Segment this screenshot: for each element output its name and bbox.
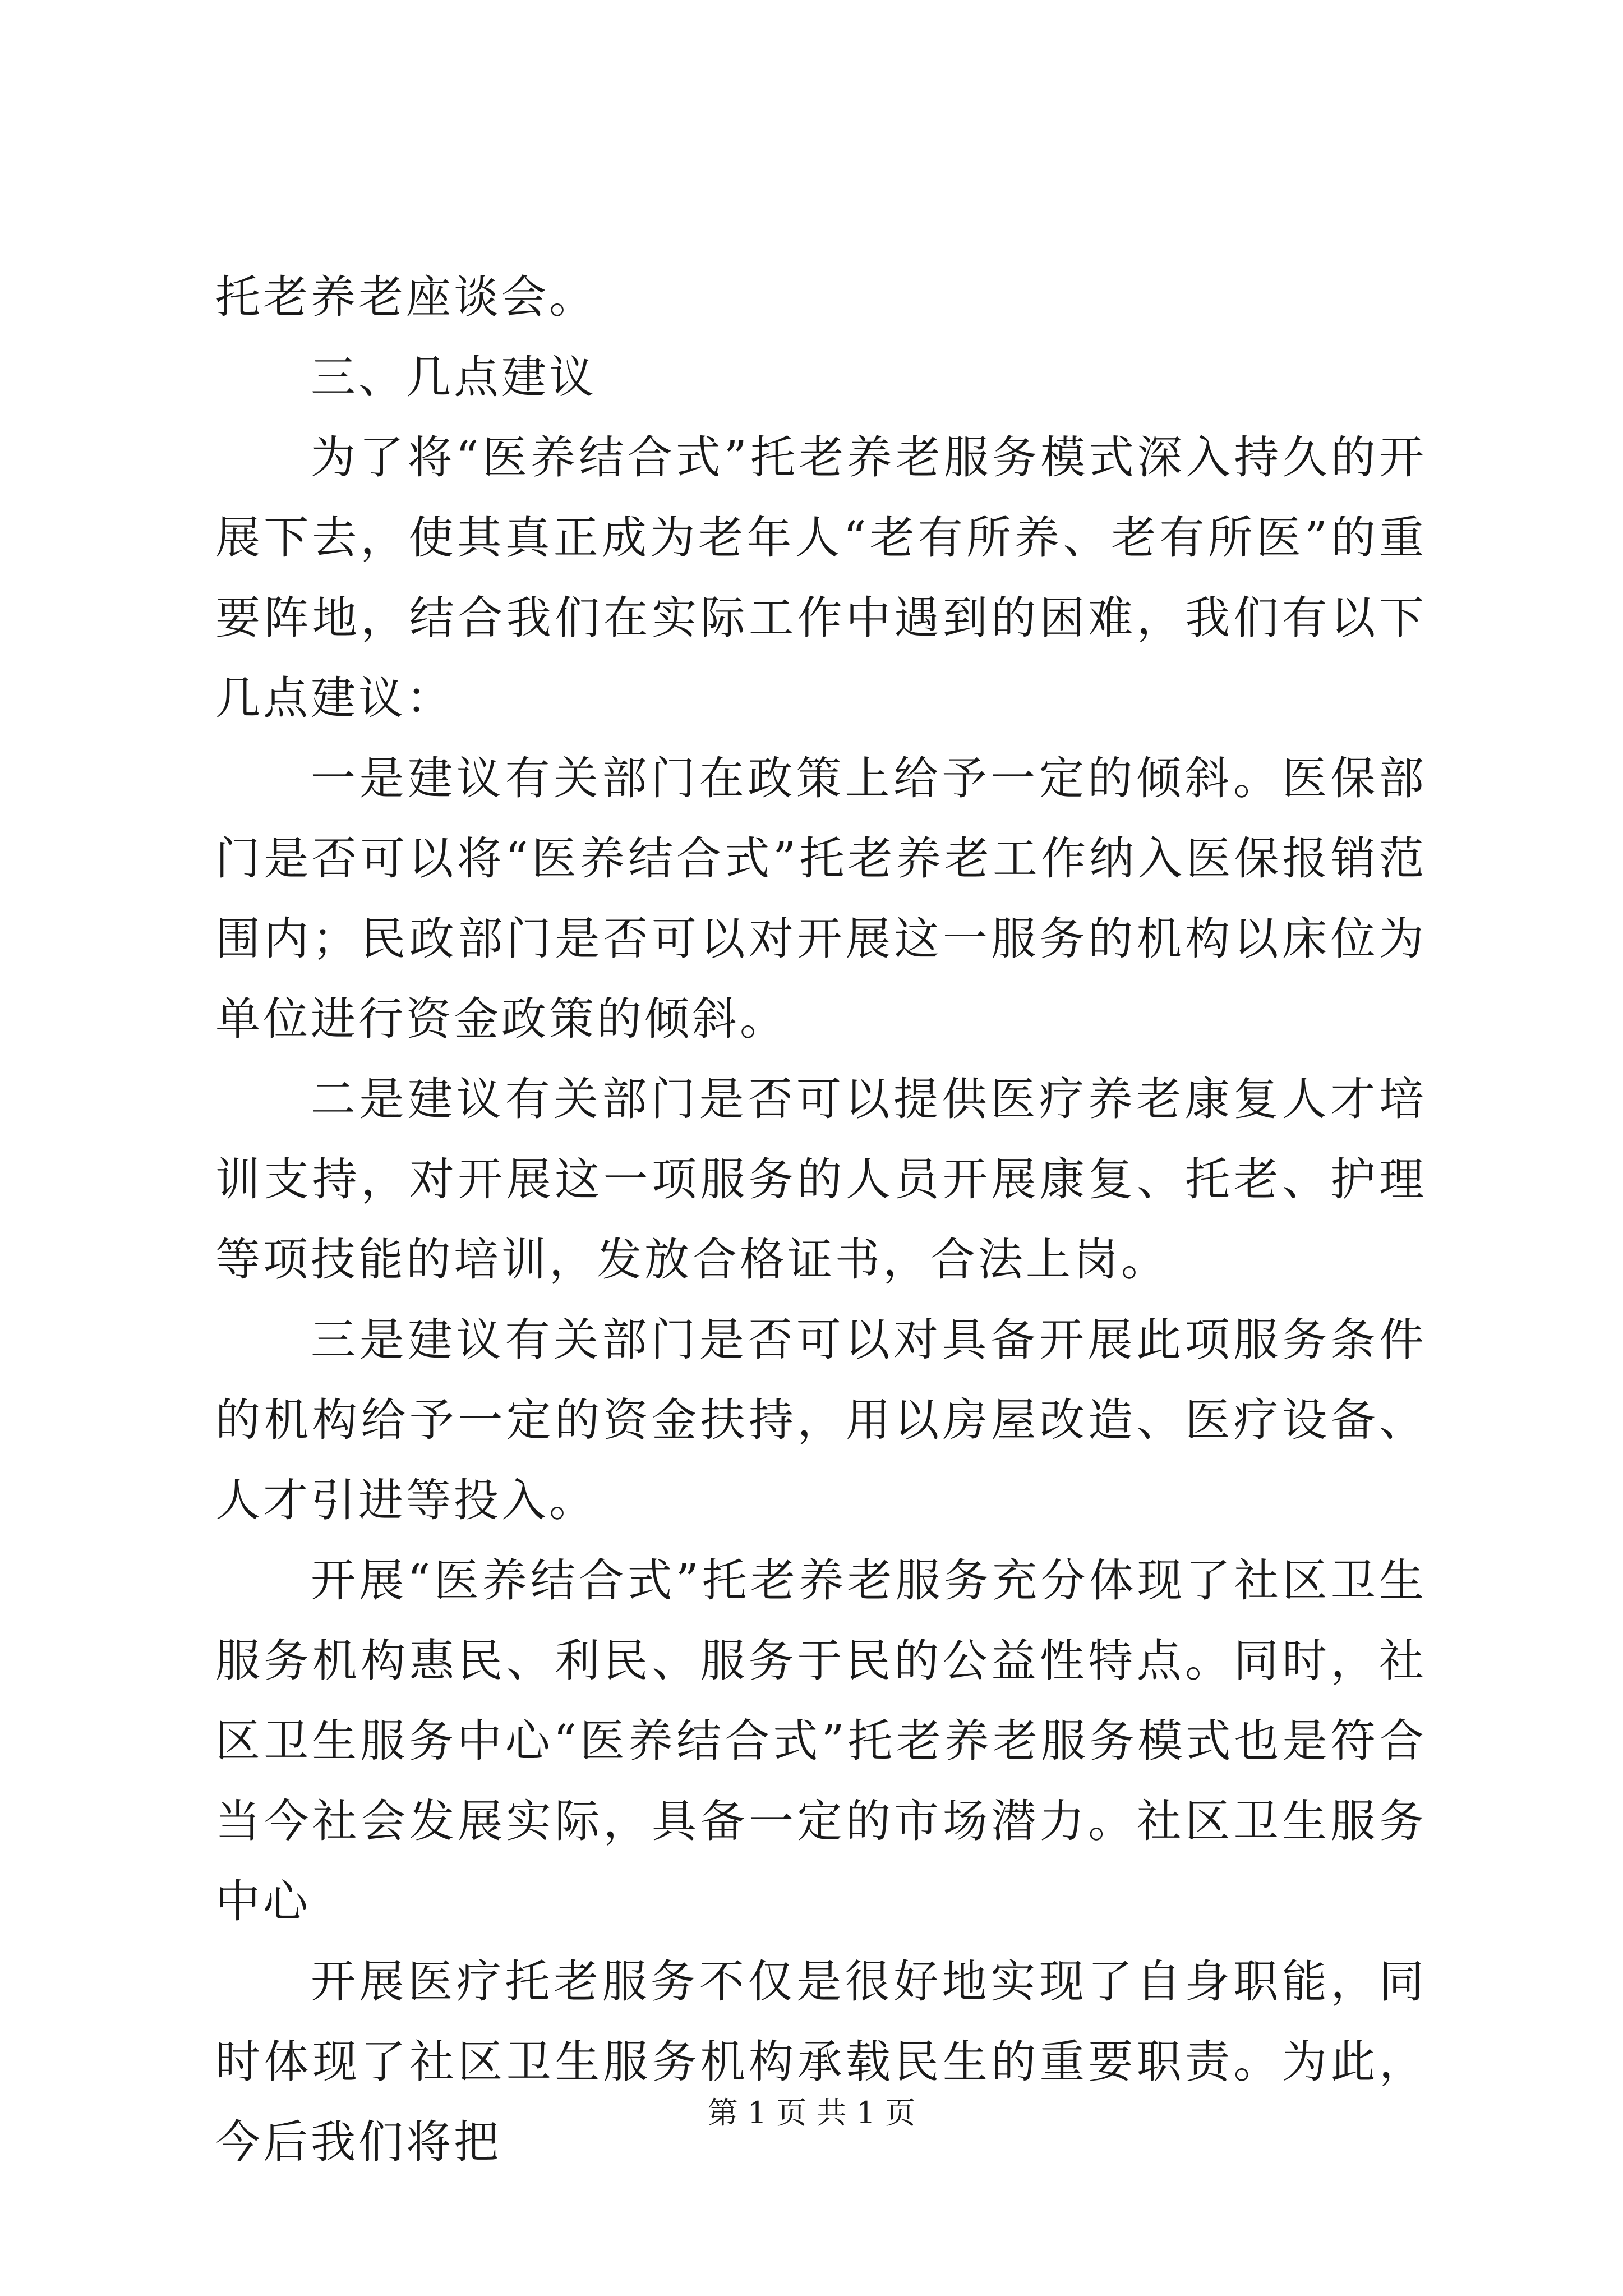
document-body	[215, 257, 1427, 2182]
paragraph: 开展“医养结合式”托老养老服务充分体现了社区卫生服务机构惠民、利民、服务于民的公益性特点。同时，社区卫生服务中心“医养结合式”托老养老服务模式也是符合当今社会发展实际，具备一定的市场潜力。社区卫生服务中心	[215, 1554, 1427, 1927]
paragraph: 二是建议有关部门是否可以提供医疗养老康复人才培训支持，对开展这一项服务的人员开展康复、托老、护理等项技能的培训，发放合格证书，合法上岗。	[215, 1073, 1427, 1286]
paragraph: 为了将“医养结合式”托老养老服务模式深入持久的开展下去，使其真正成为老年人“老有所养、老有所医”的重要阵地，结合我们在实际工作中遇到的困难，我们有以下几点建议：	[215, 431, 1427, 724]
section-heading: 三、几点建议	[311, 351, 597, 403]
paragraph: 托老养老座谈会。	[215, 271, 597, 323]
paragraph: 一是建议有关部门在政策上给予一定的倾斜。医保部门是否可以将“医养结合式”托老养老工作纳入医保报销范围内；民政部门是否可以对开展这一服务的机构以床位为单位进行资金政策的倾斜。	[215, 752, 1427, 1045]
paragraph: 开展医疗托老服务不仅是很好地实现了自身职能，同时体现了社区卫生服务机构承载民生的重要职责。为此，今后我们将把	[215, 1955, 1427, 2168]
page-number: 第 1 页 共 1 页	[707, 2095, 916, 2131]
paragraph: 三是建议有关部门是否可以对具备开展此项服务条件的机构给予一定的资金扶持，用以房屋改造、医疗设备、人才引进等投入。	[215, 1314, 1427, 1526]
page-footer	[0, 2093, 1623, 2133]
